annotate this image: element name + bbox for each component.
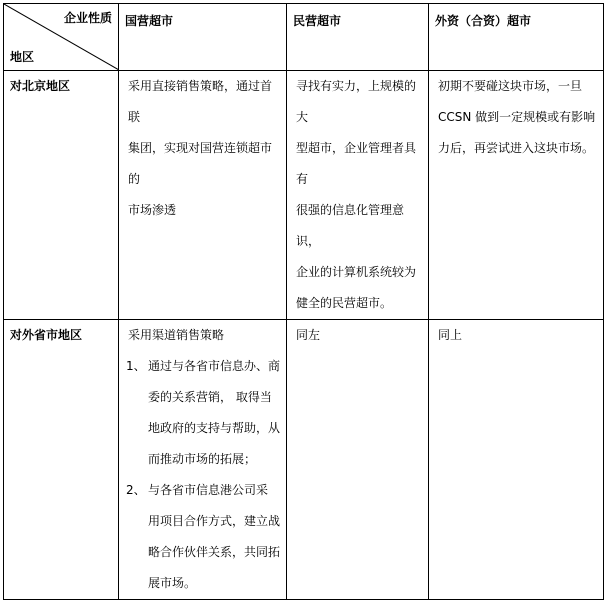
cell-text: 同左 — [296, 328, 321, 342]
strategy-table — [3, 3, 604, 600]
list-item-text: 与各省市信息港公司采 用项目合作方式，建立战 略合作伙伴关系，共同拓 展市场。 — [148, 483, 281, 590]
cell-beijing-private — [287, 71, 429, 320]
cell-intro: 采用渠道销售策略 — [128, 328, 225, 342]
cell-provinces-private — [287, 320, 429, 600]
row-label-other-provinces: 对外省市地区 — [4, 320, 119, 600]
list-item-number: 2、 — [126, 483, 146, 497]
table-row — [4, 71, 604, 320]
cell-text: 采用直接销售策略，通过首联 集团，实现对国营连锁超市的 市场渗透 — [128, 79, 273, 217]
corner-label-region: 地区 — [10, 50, 35, 64]
cell-text: 同上 — [438, 328, 463, 342]
header-foreign: 外资（合资）超市 — [429, 4, 604, 71]
cell-text: 寻找有实力，上规模的大 型超市，企业管理者具有 很强的信息化管理意识， 企业的计算机系统较为 健全的民营超市。 — [296, 79, 417, 310]
cell-beijing-foreign — [429, 71, 604, 320]
header-row — [4, 4, 604, 71]
list-item-number: 1、 — [126, 359, 146, 373]
list-item-text: 通过与各省市信息办、商 委的关系营销， 取得当 地政府的支持与帮助，从 而推动市场的拓展； — [148, 359, 281, 466]
list-item — [128, 475, 280, 599]
table-row — [4, 320, 604, 600]
row-label-beijing: 对北京地区 — [4, 71, 119, 320]
cell-provinces-state — [119, 320, 287, 600]
header-private: 民营超市 — [287, 4, 429, 71]
strategy-list — [128, 351, 280, 599]
cell-text: 初期不要碰这块市场，一旦 CCSN 做到一定规模或有影响 力后，再尝试进入这块市场。 — [438, 79, 596, 155]
cell-beijing-state — [119, 71, 287, 320]
corner-label-enterprise-type: 企业性质 — [63, 11, 112, 25]
header-state-owned: 国营超市 — [119, 4, 287, 71]
cell-provinces-foreign — [429, 320, 604, 600]
list-item — [128, 351, 280, 475]
corner-cell — [4, 4, 119, 71]
